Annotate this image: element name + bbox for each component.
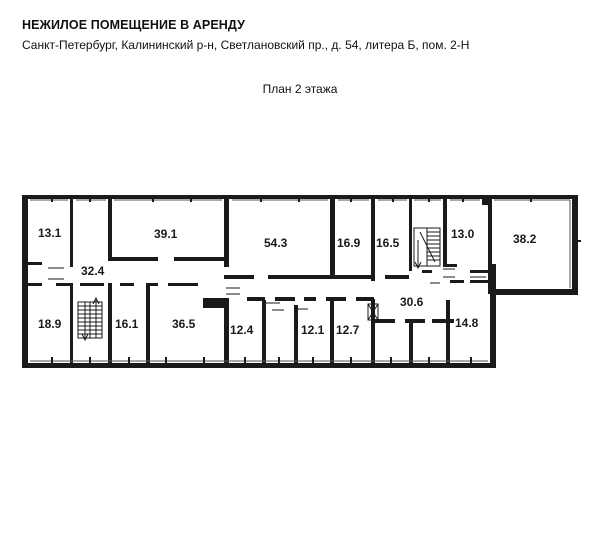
staircase-right-icon: [414, 228, 440, 268]
room-13-1-label: 13.1: [38, 226, 62, 240]
room-14-8-label: 14.8: [455, 316, 479, 330]
window-ticks: [51, 195, 581, 364]
staircase-left-icon: [78, 298, 102, 340]
floor-caption: План 2 этажа: [262, 82, 338, 96]
room-36-5-label: 36.5: [172, 317, 196, 331]
room-54-3-label: 54.3: [264, 236, 288, 250]
room-16-5-label: 16.5: [376, 236, 400, 250]
page-title: НЕЖИЛОЕ ПОМЕЩЕНИЕ В АРЕНДУ: [22, 18, 245, 32]
room-12-4-label: 12.4: [230, 323, 254, 337]
room-39-1-label: 39.1: [154, 227, 178, 241]
room-38-2-label: 38.2: [513, 232, 537, 246]
room-16-1-label: 16.1: [115, 317, 139, 331]
walls: [22, 195, 578, 368]
address-line: Санкт-Петербург, Калининский р-н, Светлановский пр., д. 54, литера Б, пом. 2-Н: [22, 38, 470, 52]
room-18-9-label: 18.9: [38, 317, 62, 331]
room-16-9-label: 16.9: [337, 236, 361, 250]
room-32-4-label: 32.4: [81, 264, 105, 278]
room-30-6-label: 30.6: [400, 295, 424, 309]
room-13-0-label: 13.0: [451, 227, 475, 241]
room-12-1-label: 12.1: [301, 323, 325, 337]
room-12-7-label: 12.7: [336, 323, 360, 337]
